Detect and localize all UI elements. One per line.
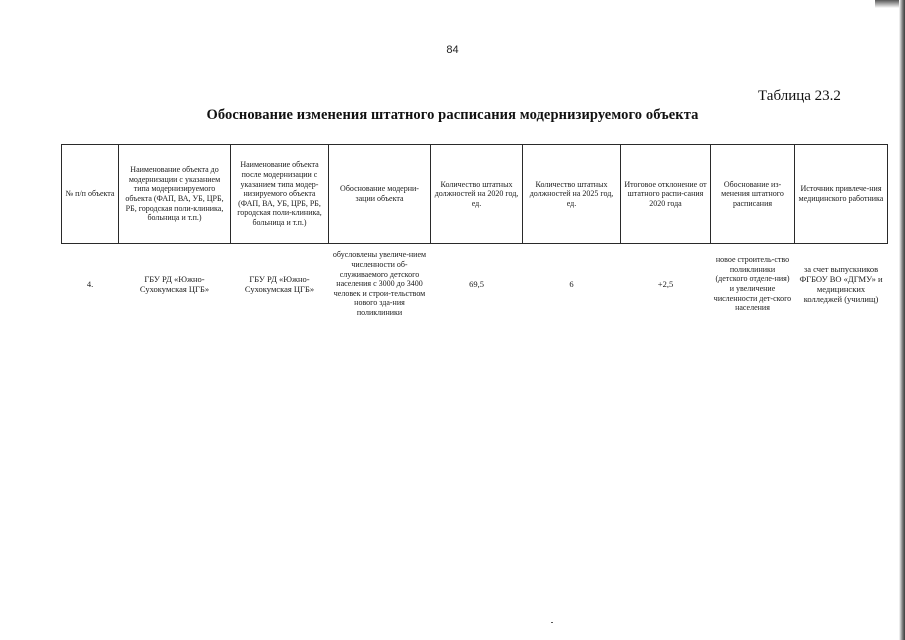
- cell-staff-2020: 69,5: [469, 278, 484, 289]
- header-staff-2020: Количество штатных должностей на 2020 год, ед.: [431, 145, 523, 244]
- scan-speck: [551, 622, 553, 623]
- header-name-after: Наименование объекта после модернизации с указанием типа модер-низируемого объекта (ФАП, ВА, УБ, ЦРБ, РБ, городская поли-клиника, больница и т.п.): [231, 145, 329, 244]
- cell-staff-2025: 6: [569, 278, 574, 289]
- cell-deviation: +2,5: [657, 278, 674, 289]
- header-staffing-change-rationale: Обоснование из-менения штатного расписания: [711, 145, 795, 244]
- header-staff-2025: Количество штатных должностей на 2025 год, ед.: [523, 145, 621, 244]
- header-number: № п/п объекта: [62, 145, 119, 244]
- scan-edge-shadow-right: [899, 0, 905, 640]
- table-label: Таблица 23.2: [758, 88, 841, 104]
- document-title: Обоснование изменения штатного расписания модернизируемого объекта: [206, 107, 699, 123]
- cell-name-before: ГБУ РД «Южно-Сухокумская ЦГБ»: [139, 273, 210, 294]
- header-staff-source: Источник привлече-ния медицинского работника: [795, 145, 888, 244]
- table-row: [62, 244, 888, 325]
- header-modernization-rationale: Обоснование модерни-зации объекта: [329, 145, 431, 244]
- cell-modernization-rationale: обусловлены увеличе-нием численности об-служиваемого детского населения с 3000 до 3400 человек и строи-тельством нового зда-ния поликлиники: [332, 250, 427, 317]
- header-name-before: Наименование объекта до модернизации с указанием типа модернизируемого объекта (ФАП, ВА, УБ, ЦРБ, РБ, городская поли-клиника, больница и т.п.): [119, 145, 231, 244]
- header-deviation: Итоговое отклонение от штатного распи-сания 2020 года: [621, 145, 711, 244]
- table-header-row: [62, 145, 888, 244]
- cell-staffing-change-rationale: новое строитель-ство поликлиники (детского отделе-ния) и увеличение численности дет-ского населения: [713, 255, 792, 313]
- page-number: 84: [446, 44, 459, 56]
- staffing-table: [61, 144, 888, 324]
- cell-number: 4.: [86, 278, 94, 289]
- cell-name-after: ГБУ РД «Южно-Сухокумская ЦГБ»: [244, 273, 315, 294]
- cell-staff-source: за счет выпускников ФГБОУ ВО «ДГМУ» и медицинских колледжей (училищ): [799, 263, 883, 305]
